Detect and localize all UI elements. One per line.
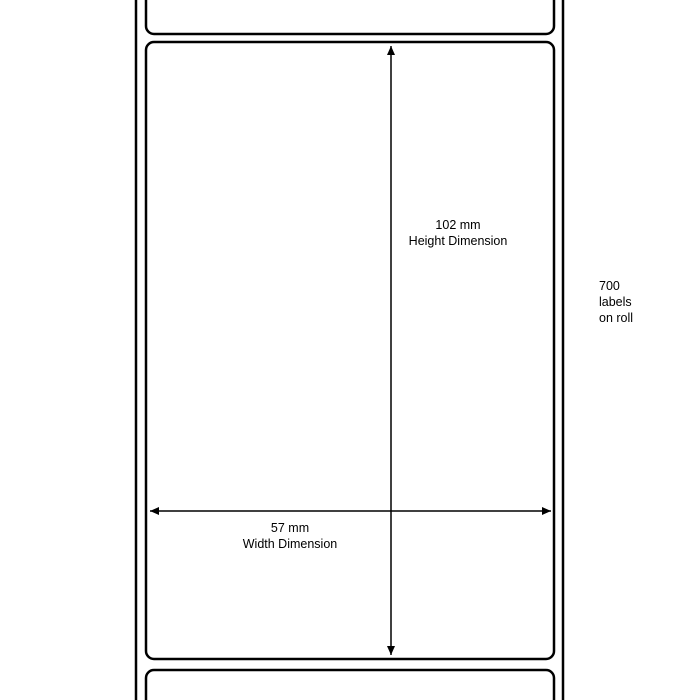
width-value-text: 57 mm xyxy=(270,521,310,535)
next-label xyxy=(146,670,554,700)
roll-count-text: 700 xyxy=(599,279,620,293)
height-value-text: 102 mm xyxy=(435,218,481,232)
roll-unit-text: labels xyxy=(599,295,632,309)
width-caption-text: Width Dimension xyxy=(242,537,338,551)
previous-label xyxy=(146,0,554,34)
main-label xyxy=(146,42,554,659)
roll-suffix-text: on roll xyxy=(599,311,634,325)
height-caption-text: Height Dimension xyxy=(408,234,508,248)
